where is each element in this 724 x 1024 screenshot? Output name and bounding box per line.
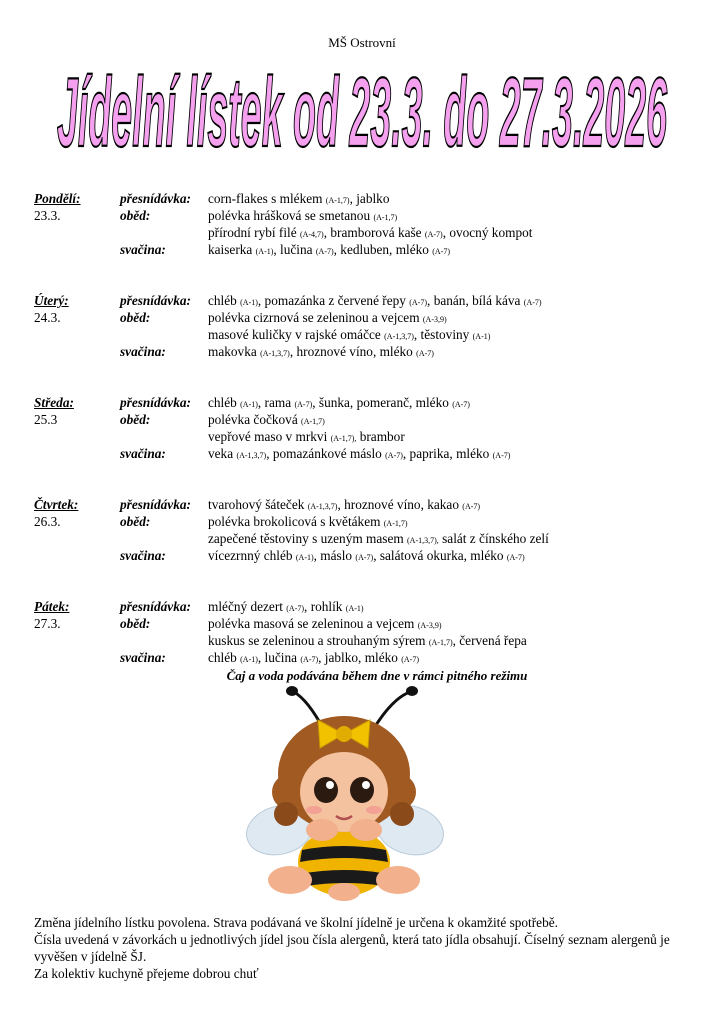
allergen-codes: (A-1) (240, 655, 258, 664)
food-text: chléb (208, 293, 241, 308)
meal-label: svačina: (120, 650, 166, 665)
allergen-codes: (A-1,7) (373, 213, 398, 222)
food-text: , pomazánkové máslo (266, 446, 386, 461)
food-text: , banán, bílá káva (427, 293, 524, 308)
allergen-codes: (A-7) (462, 502, 481, 511)
food-text: zapečené těstoviny s uzeným masem (208, 531, 408, 546)
allergen-codes: (A-7) (300, 655, 319, 664)
menu-title (52, 56, 672, 164)
menu-day (34, 292, 714, 360)
food-text: , salátová okurka, mléko (373, 548, 507, 563)
menu-row (34, 207, 714, 224)
menu-title-text: Jídelní lístek od 23.3. do 27.3.2026 (57, 57, 668, 164)
meal-label: oběd: (120, 514, 151, 529)
allergen-codes: (A-1) (255, 247, 274, 256)
menu-row (34, 428, 714, 445)
menu-row (34, 615, 714, 632)
allergen-codes: (A-1) (472, 332, 491, 341)
allergen-codes: (A-1,3,7) (384, 332, 414, 341)
menu-row (34, 292, 714, 309)
menu-row (34, 598, 714, 615)
allergen-codes: (A-1) (240, 400, 258, 409)
food-text: kuskus se zeleninou a strouhaným sýrem (208, 633, 429, 648)
food-text: polévka čočková (208, 412, 302, 427)
food-text: brambor (356, 429, 405, 444)
meal-label: oběd: (120, 616, 151, 631)
menu-row (34, 309, 714, 326)
food-text: polévka hrášková se smetanou (208, 208, 374, 223)
allergen-codes: (A-1,7) (383, 519, 408, 528)
food-text: chléb (208, 395, 241, 410)
menu-row (34, 190, 714, 207)
allergen-codes: (A-7) (523, 298, 542, 307)
food-text: kaiserka (208, 242, 256, 257)
allergen-codes: (A-7) (424, 230, 443, 239)
menu-row (34, 513, 714, 530)
meal-label: svačina: (120, 344, 166, 359)
allergen-codes: (A-7) (294, 400, 313, 409)
allergen-codes: (A-1,3,7) (236, 451, 267, 460)
food-text: , ovocný kompot (442, 225, 533, 240)
footer-line: Čísla uvedená v závorkách u jednotlivých jídel jsou čísla alergenů, která tato jídla obsahují. Číselný seznam alergenů je vyvěšen v jídelně ŠJ. (34, 932, 670, 964)
day-date: 25.3 (34, 412, 58, 427)
allergen-codes: (A-7) (409, 298, 428, 307)
meal-label: přesnídávka: (120, 497, 191, 512)
food-text: , jablko, mléko (318, 650, 402, 665)
weekly-menu (34, 190, 714, 666)
menu-day (34, 598, 714, 666)
food-text: , bramborová kaše (323, 225, 425, 240)
menu-row (34, 445, 714, 462)
food-text: salát z čínského zelí (438, 531, 549, 546)
day-name: Středa: (34, 395, 74, 410)
menu-row (34, 394, 714, 411)
food-text: makovka (208, 344, 261, 359)
meal-label: přesnídávka: (120, 191, 191, 206)
meal-label: oběd: (120, 310, 151, 325)
menu-row (34, 343, 714, 360)
food-text: , hroznové víno, kakao (337, 497, 463, 512)
allergen-codes: (A-1,7) (428, 638, 453, 647)
menu-row (34, 326, 714, 343)
food-text: vícezrnný chléb (208, 548, 296, 563)
allergen-codes: (A-7) (492, 451, 511, 460)
food-text: , červená řepa (452, 633, 527, 648)
allergen-codes: (A-7) (385, 451, 403, 460)
menu-row (34, 649, 714, 666)
food-text: , kedluben, mléko (333, 242, 433, 257)
food-text: , paprika, mléko (402, 446, 493, 461)
food-text: , těstoviny (413, 327, 473, 342)
food-text: masové kuličky v rajské omáčce (208, 327, 385, 342)
meal-items (208, 547, 525, 566)
menu-day (34, 394, 714, 462)
meal-label: přesnídávka: (120, 395, 191, 410)
food-text: přírodní rybí filé (208, 225, 300, 240)
meal-items (208, 343, 434, 362)
allergen-codes: (A-7) (355, 553, 374, 562)
meal-items (208, 445, 510, 464)
food-text: , lučina (257, 650, 301, 665)
food-text: mléčný dezert (208, 599, 287, 614)
meal-label: oběd: (120, 208, 151, 223)
allergen-codes: (A-1,3,7), (407, 536, 439, 545)
meal-items (208, 649, 419, 668)
allergen-codes: (A-7) (506, 553, 525, 562)
menu-row (34, 224, 714, 241)
footer-notes (34, 914, 684, 982)
food-text: tvarohový šáteček (208, 497, 308, 512)
menu-row (34, 241, 714, 258)
food-text: , pomazánka z červené řepy (257, 293, 410, 308)
day-name: Pátek: (34, 599, 70, 614)
day-date: 24.3. (34, 310, 61, 325)
allergen-codes: (A-7) (416, 349, 434, 358)
food-text: , šunka, pomeranč, mléko (312, 395, 453, 410)
allergen-codes: (A-4,7) (299, 230, 324, 239)
food-text: polévka cizrnová se zeleninou a vejcem (208, 310, 423, 325)
allergen-codes: (A-3,9) (422, 315, 447, 324)
food-text: , lučina (273, 242, 316, 257)
food-text: chléb (208, 650, 241, 665)
bee-girl-illustration (228, 682, 460, 904)
allergen-codes: (A-3,9) (417, 621, 442, 630)
allergen-codes: (A-7) (432, 247, 451, 256)
meal-items (208, 241, 450, 260)
food-text: , máslo (313, 548, 356, 563)
menu-row (34, 632, 714, 649)
menu-day (34, 190, 714, 258)
allergen-codes: (A-1) (240, 298, 258, 307)
allergen-codes: (A-1) (295, 553, 314, 562)
allergen-codes: (A-7) (315, 247, 334, 256)
meal-label: oběd: (120, 412, 151, 427)
allergen-codes: (A-1,7) (325, 196, 350, 205)
allergen-codes: (A-1,7) (301, 417, 325, 426)
food-text: , jablko (349, 191, 390, 206)
meal-label: svačina: (120, 446, 166, 461)
day-date: 27.3. (34, 616, 61, 631)
allergen-codes: (A-1,3,7) (260, 349, 290, 358)
menu-row (34, 530, 714, 547)
allergen-codes: (A-1,7), (330, 434, 357, 443)
footer-line: Změna jídelního lístku povolena. Strava podávaná ve školní jídelně je určena k okamžité spotřebě. (34, 915, 558, 930)
footer-line: Za kolektiv kuchyně přejeme dobrou chuť (34, 966, 259, 981)
school-name: MŠ Ostrovní (328, 35, 396, 50)
menu-row (34, 496, 714, 513)
day-date: 23.3. (34, 208, 61, 223)
food-text: veka (208, 446, 237, 461)
food-text: polévka masová se zeleninou a vejcem (208, 616, 418, 631)
meal-label: přesnídávka: (120, 599, 191, 614)
meal-label: přesnídávka: (120, 293, 191, 308)
allergen-codes: (A-1) (345, 604, 364, 613)
food-text: , rohlík (304, 599, 346, 614)
allergen-codes: (A-7) (401, 655, 420, 664)
food-text: , hroznové víno, mléko (289, 344, 417, 359)
meal-label: svačina: (120, 548, 166, 563)
menu-day (34, 496, 714, 564)
meal-label: svačina: (120, 242, 166, 257)
day-name: Čtvrtek: (34, 497, 79, 512)
day-name: Pondělí: (34, 191, 81, 206)
day-name: Úterý: (34, 293, 69, 308)
allergen-codes: (A-7) (286, 604, 305, 613)
menu-row (34, 547, 714, 564)
food-text: vepřové maso v mrkvi (208, 429, 331, 444)
food-text: polévka brokolicová s květákem (208, 514, 384, 529)
allergen-codes: (A-7) (452, 400, 470, 409)
menu-row (34, 411, 714, 428)
day-date: 26.3. (34, 514, 61, 529)
drinking-regime-note: Čaj a voda podávána během dne v rámci pitného režimu (226, 668, 528, 683)
food-text: , rama (257, 395, 295, 410)
food-text: corn-flakes s mlékem (208, 191, 326, 206)
allergen-codes: (A-1,3,7) (307, 502, 338, 511)
